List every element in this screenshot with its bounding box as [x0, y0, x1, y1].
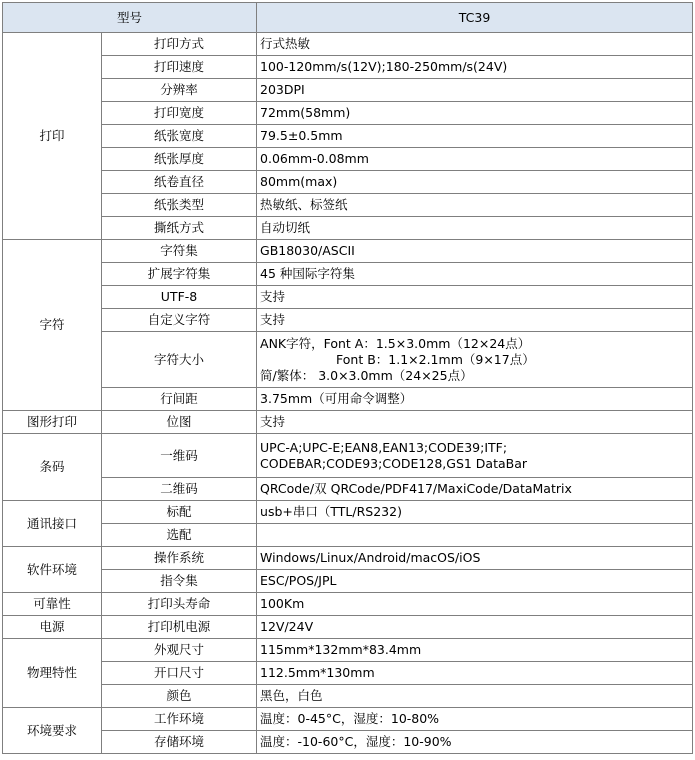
table-row [3, 217, 693, 240]
row-label: 打印机电源 [102, 616, 257, 639]
table-row [3, 33, 693, 56]
value-line: Font B：1.1×2.1mm（9×17点） [336, 351, 535, 367]
category-software: 软件环境 [3, 547, 102, 593]
table-row [3, 524, 693, 547]
row-value: usb+串口（TTL/RS232) [257, 501, 693, 524]
row-label: 工作环境 [102, 708, 257, 731]
row-label: 位图 [102, 411, 257, 434]
category-chars: 字符 [3, 240, 102, 411]
barcode-1d-value [257, 434, 693, 478]
table-row [3, 570, 693, 593]
header-model-label: 型号 [3, 3, 257, 33]
row-label: 撕纸方式 [102, 217, 257, 240]
category-physical: 物理特性 [3, 639, 102, 708]
row-value: GB18030/ASCII [257, 240, 693, 263]
value-line: CODEBAR;CODE93;CODE128,GS1 DataBar [260, 455, 528, 471]
value-line: ANK字符，Font A：1.5×3.0mm（12×24点） [260, 335, 531, 351]
category-barcode: 条码 [3, 434, 102, 501]
category-power: 电源 [3, 616, 102, 639]
table-row [3, 547, 693, 570]
table-header-row [3, 3, 693, 33]
category-environment: 环境要求 [3, 708, 102, 754]
table-row [3, 685, 693, 708]
row-label: 分辨率 [102, 79, 257, 102]
table-row [3, 102, 693, 125]
row-value: 3.75mm（可用命令调整） [257, 388, 693, 411]
table-row [3, 388, 693, 411]
row-value: 支持 [257, 411, 693, 434]
row-value: 0.06mm-0.08mm [257, 148, 693, 171]
row-label: 存储环境 [102, 731, 257, 754]
table-row [3, 639, 693, 662]
table-row [3, 194, 693, 217]
row-label: 二维码 [102, 478, 257, 501]
row-value: 支持 [257, 286, 693, 309]
row-value: 100Km [257, 593, 693, 616]
table-row [3, 731, 693, 754]
table-row [3, 125, 693, 148]
row-label: 打印方式 [102, 33, 257, 56]
table-row [3, 616, 693, 639]
row-label: 纸张类型 [102, 194, 257, 217]
table-row [3, 411, 693, 434]
row-value [257, 524, 693, 547]
row-label: 自定义字符 [102, 309, 257, 332]
table-row [3, 79, 693, 102]
row-value: 热敏纸、标签纸 [257, 194, 693, 217]
char-size-value [257, 332, 693, 388]
row-value: 79.5±0.5mm [257, 125, 693, 148]
table-row [3, 56, 693, 79]
table-row [3, 708, 693, 731]
category-comm: 通讯接口 [3, 501, 102, 547]
row-value: 自动切纸 [257, 217, 693, 240]
row-value: 行式热敏 [257, 33, 693, 56]
row-value: ESC/POS/JPL [257, 570, 693, 593]
row-value: 温度：0-45°C，湿度：10-80% [257, 708, 693, 731]
table-row [3, 309, 693, 332]
row-label: 行间距 [102, 388, 257, 411]
table-row [3, 263, 693, 286]
row-label: 标配 [102, 501, 257, 524]
table-row [3, 593, 693, 616]
row-value: 支持 [257, 309, 693, 332]
row-value: 100-120mm/s(12V);180-250mm/s(24V) [257, 56, 693, 79]
row-label: UTF-8 [102, 286, 257, 309]
table-row [3, 240, 693, 263]
row-value: Windows/Linux/Android/macOS/iOS [257, 547, 693, 570]
row-value: 203DPI [257, 79, 693, 102]
row-value: 45 种国际字符集 [257, 263, 693, 286]
table-row [3, 148, 693, 171]
table-row [3, 501, 693, 524]
table-row [3, 171, 693, 194]
header-model-value: TC39 [257, 3, 693, 33]
row-label: 字符大小 [102, 332, 257, 388]
row-label: 颜色 [102, 685, 257, 708]
category-print: 打印 [3, 33, 102, 240]
row-label: 纸张厚度 [102, 148, 257, 171]
row-label: 字符集 [102, 240, 257, 263]
row-value: 112.5mm*130mm [257, 662, 693, 685]
row-label: 一维码 [102, 434, 257, 478]
row-label: 操作系统 [102, 547, 257, 570]
row-label: 扩展字符集 [102, 263, 257, 286]
row-label: 纸卷直径 [102, 171, 257, 194]
table-row [3, 662, 693, 685]
row-label: 打印宽度 [102, 102, 257, 125]
value-line: UPC-A;UPC-E;EAN8,EAN13;CODE39;ITF; [260, 439, 508, 455]
row-label: 打印速度 [102, 56, 257, 79]
row-value: 115mm*132mm*83.4mm [257, 639, 693, 662]
row-label: 开口尺寸 [102, 662, 257, 685]
row-value: 温度：-10-60°C，湿度：10-90% [257, 731, 693, 754]
table-row [3, 478, 693, 501]
table-row [3, 332, 693, 388]
row-value: 12V/24V [257, 616, 693, 639]
table-row [3, 434, 693, 478]
row-value: QRCode/双 QRCode/PDF417/MaxiCode/DataMatrix [257, 478, 693, 501]
spec-table [2, 2, 693, 754]
row-label: 纸张宽度 [102, 125, 257, 148]
category-reliability: 可靠性 [3, 593, 102, 616]
row-label: 外观尺寸 [102, 639, 257, 662]
row-label: 打印头寿命 [102, 593, 257, 616]
row-value: 黑色，白色 [257, 685, 693, 708]
row-label: 指令集 [102, 570, 257, 593]
row-label: 选配 [102, 524, 257, 547]
category-graphics: 图形打印 [3, 411, 102, 434]
row-value: 80mm(max) [257, 171, 693, 194]
table-row [3, 286, 693, 309]
row-value: 72mm(58mm) [257, 102, 693, 125]
value-line: 简/繁体： 3.0×3.0mm（24×25点） [260, 367, 473, 383]
